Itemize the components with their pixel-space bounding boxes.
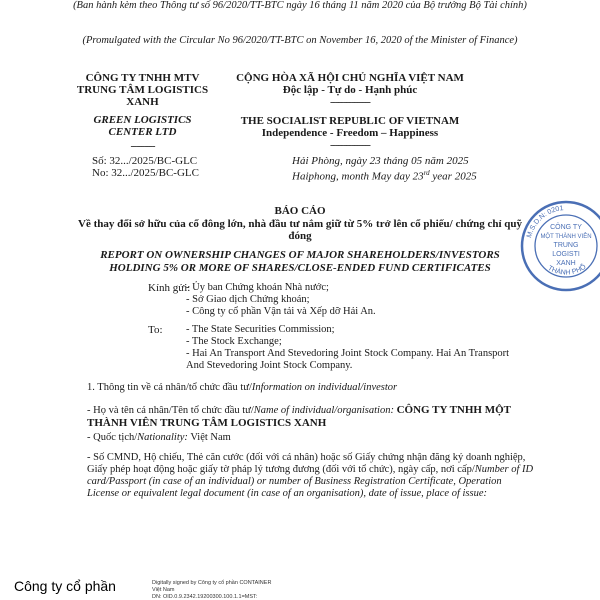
company-seal-stamp — [520, 200, 600, 292]
company-name-vi-3: XANH — [126, 96, 159, 108]
nationality-label-vi: - Quốc tịch/ — [87, 432, 138, 443]
company-name-vi-1: CÔNG TY TNHH MTV — [85, 72, 200, 84]
section-1-vi: 1. Thông tin về cá nhân/tổ chức đầu tư/ — [87, 382, 252, 393]
company-name-en-1: GREEN LOGISTICS — [93, 114, 192, 126]
nationality-value: Việt Nam — [190, 432, 231, 443]
seal-top-text: M.S.D.N: 0201 — [525, 205, 564, 239]
seal-line-1: CÔNG TY — [550, 224, 582, 231]
recipient-vi-3: - Công ty cổ phần Vận tải và Xếp dỡ Hải An. — [186, 306, 376, 317]
company-name-vi-2: TRUNG TÂM LOGISTICS — [76, 84, 209, 96]
republic-name-vi: CỘNG HÒA XÃ HỘI CHỦ NGHĨA VIỆT NAM — [236, 72, 464, 84]
place-date-en — [292, 167, 477, 183]
republic-divider-en: --------------- — [330, 139, 370, 151]
republic-name-en: THE SOCIALIST REPUBLIC OF VIETNAM — [240, 115, 460, 127]
issued-note-vi: (Ban hành kèm theo Thông tư số 96/2020/TT-BTC ngày 16 tháng 11 năm 2020 của Bộ trưởng Bộ Tài chính) — [73, 0, 527, 11]
investor-name-label-en: Name of individual/organisation: — [253, 405, 394, 416]
id-number-field — [87, 452, 535, 500]
signature-line-2: Việt Nam — [152, 587, 175, 593]
signature-line-1: Digitally signed by Công ty cổ phần CONTAINER — [152, 580, 272, 586]
recipient-vi-1: - Ủy ban Chứng khoán Nhà nước; — [186, 282, 329, 293]
recipient-en-2: - The Stock Exchange; — [186, 336, 282, 347]
republic-motto-en: Independence - Freedom – Happiness — [261, 127, 439, 139]
place-date-en-sup: rd — [423, 169, 430, 177]
place-date-en-main: Haiphong, month May day 23 — [292, 170, 424, 183]
recipient-en-1: - The State Securities Commission; — [186, 324, 335, 335]
investor-name-label-vi: - Họ và tên cá nhân/Tên tổ chức đầu tư/ — [87, 405, 254, 416]
report-title: BÁO CÁO — [274, 205, 326, 217]
seal-line-2: MỘT THÀNH VIÊN — [540, 234, 592, 240]
section-1-heading — [87, 382, 535, 394]
seal-bottom-text: THÀNH PHỐ — [546, 263, 588, 277]
place-date-en-year: year 2025 — [429, 170, 477, 183]
seal-line-5: XANH — [556, 260, 576, 267]
recipient-en-3: - Hai An Transport And Stevedoring Joint Stock Company. Hai An Transport And Stevedoring Joint Stock Company. — [186, 348, 510, 371]
document-number-en: No: 32.../2025/BC-GLC — [92, 167, 199, 179]
republic-motto-vi: Độc lập - Tự do - Hạnh phúc — [282, 84, 418, 96]
recipients-list-en — [186, 324, 516, 372]
report-subject-vi: Về thay đổi sở hữu của cổ đông lớn, nhà đầu tư nắm giữ từ 5% trở lên cổ phiếu/ chứng chỉ quỹ đóng — [78, 218, 522, 242]
republic-divider-vi: --------------- — [330, 96, 370, 108]
company-name-en-2: CENTER LTD — [108, 126, 177, 138]
report-subject-en — [70, 249, 530, 275]
company-divider: --------- — [130, 140, 155, 152]
signature-line-3: DN: OID.0.9.2342.19200300.100.1.1=MST: — [152, 594, 258, 600]
footer-company-name: Công ty cổ phần — [14, 578, 116, 594]
nationality-label-en: Nationality: — [137, 432, 188, 443]
place-date-vi: Hải Phòng, ngày 23 tháng 05 năm 2025 — [292, 155, 469, 167]
investor-name-value: CÔNG TY TNHH MỘT THÀNH VIÊN TRUNG TÂM LOGISTICS XANH — [87, 404, 511, 429]
recipients-label-en: To: — [148, 324, 163, 336]
recipient-vi-2: - Sở Giao dịch Chứng khoán; — [186, 294, 310, 305]
id-number-label-en: Number of ID card/Passport (in case of an individual) or number of Business Registration Certificate, Operation License or equivalent legal document (in case of an organisation), date of issue, place of issue: — [87, 464, 534, 499]
investor-name-field — [87, 404, 535, 430]
document-number-vi: Số: 32.../2025/BC-GLC — [92, 155, 198, 167]
report-subject-en-2: HOLDING 5% OR MORE OF SHARES/CLOSE-ENDED FUND CERTIFICATES — [109, 262, 491, 274]
recipients-list-vi — [186, 282, 516, 318]
recipients-label-vi: Kính gửi: — [148, 282, 191, 294]
nationality-field — [87, 432, 535, 444]
seal-line-3: TRUNG — [553, 242, 579, 249]
id-number-label-vi: - Số CMND, Hộ chiếu, Thẻ căn cước (đối với cá nhân) hoặc số Giấy chứng nhận đăng ký doanh nghiệp, Giấy phép hoạt động hoặc giấy tờ pháp lý tương đương (đối với tổ chức), ngày cấp, nơi cấp/ — [87, 452, 526, 475]
digital-signature-note — [152, 580, 271, 600]
republic-block — [220, 72, 480, 151]
seal-line-4: LOGISTI — [552, 251, 580, 258]
issued-note-en: (Promulgated with the Circular No 96/2020/TT-BTC on November 16, 2020 of the Minister of Finance) — [82, 35, 518, 46]
section-1-en: Information on individual/investor — [251, 382, 398, 393]
report-subject-en-1: REPORT ON OWNERSHIP CHANGES OF MAJOR SHAREHOLDERS/INVESTORS — [100, 249, 500, 261]
company-block — [60, 72, 225, 152]
